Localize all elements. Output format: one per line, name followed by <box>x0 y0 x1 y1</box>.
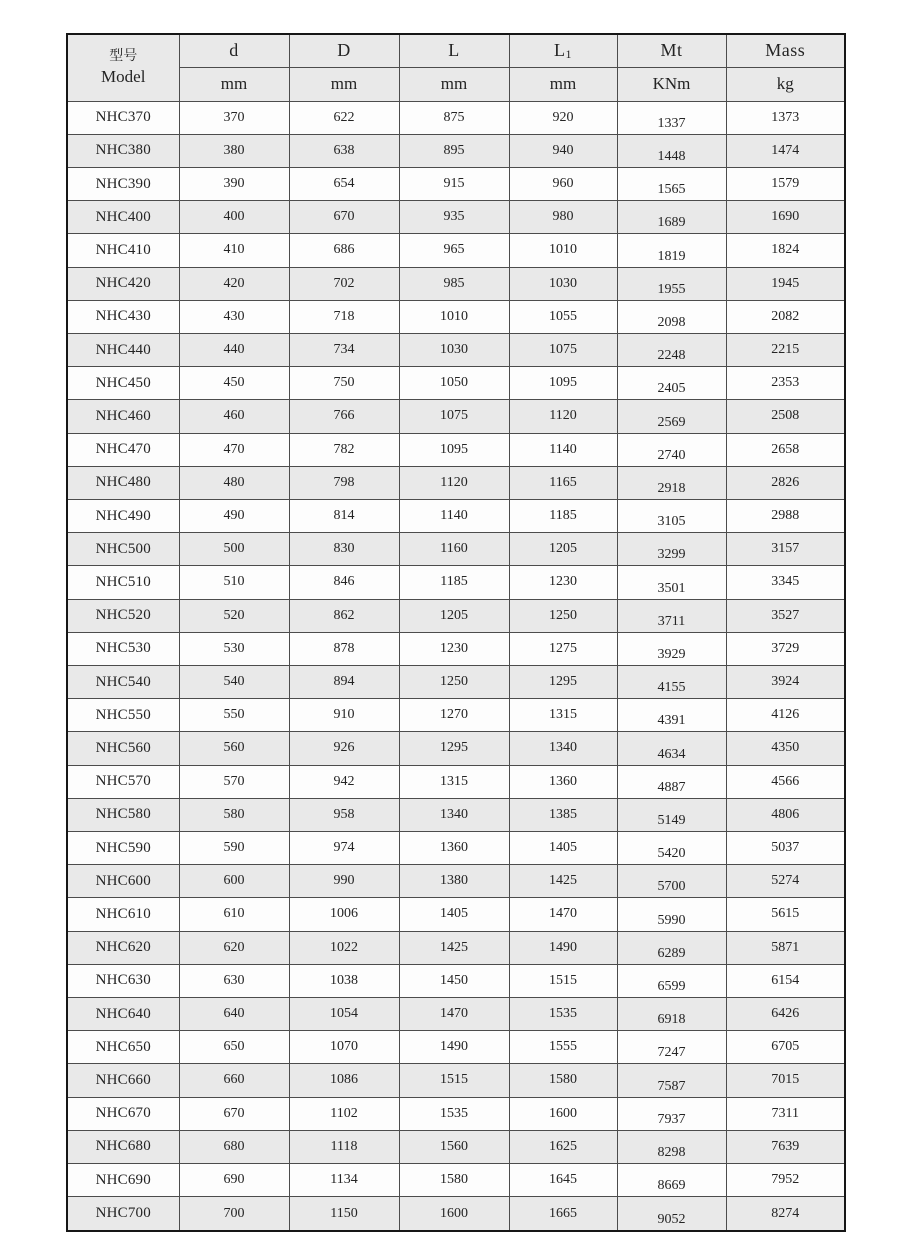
value-cell: 878 <box>289 632 399 665</box>
value-cell: 1690 <box>726 201 845 234</box>
value-cell: 1819 <box>617 234 726 267</box>
model-cell: NHC670 <box>67 1097 179 1130</box>
value-cell: 1250 <box>509 599 617 632</box>
value-cell: 4634 <box>617 732 726 765</box>
value-cell: 1645 <box>509 1164 617 1197</box>
value-cell: 1665 <box>509 1197 617 1231</box>
value-cell: 1689 <box>617 201 726 234</box>
value-cell: 814 <box>289 499 399 532</box>
value-cell: 7639 <box>726 1130 845 1163</box>
value-cell: 580 <box>179 798 289 831</box>
value-cell: 1295 <box>399 732 509 765</box>
table-row <box>67 831 845 864</box>
value-cell: 1160 <box>399 533 509 566</box>
value-cell: 2826 <box>726 466 845 499</box>
value-cell: 590 <box>179 831 289 864</box>
value-cell: 1102 <box>289 1097 399 1130</box>
value-cell: 1270 <box>399 699 509 732</box>
table-row <box>67 533 845 566</box>
value-cell: 7937 <box>617 1097 726 1130</box>
value-cell: 1405 <box>509 831 617 864</box>
value-cell: 9052 <box>617 1197 726 1231</box>
value-cell: 640 <box>179 997 289 1030</box>
value-cell: 1580 <box>399 1164 509 1197</box>
value-cell: 400 <box>179 201 289 234</box>
value-cell: 798 <box>289 466 399 499</box>
value-cell: 480 <box>179 466 289 499</box>
value-cell: 380 <box>179 134 289 167</box>
value-cell: 1535 <box>509 997 617 1030</box>
model-cell: NHC570 <box>67 765 179 798</box>
table-body <box>67 101 845 1231</box>
value-cell: 734 <box>289 333 399 366</box>
table-header <box>67 34 845 101</box>
model-cell: NHC700 <box>67 1197 179 1231</box>
value-cell: 926 <box>289 732 399 765</box>
col-header-D: D <box>289 34 399 67</box>
col-header-model <box>67 34 179 101</box>
value-cell: 390 <box>179 167 289 200</box>
value-cell: 686 <box>289 234 399 267</box>
value-cell: 3105 <box>617 499 726 532</box>
model-cell: NHC480 <box>67 466 179 499</box>
value-cell: 1030 <box>399 333 509 366</box>
table-row <box>67 1130 845 1163</box>
value-cell: 1054 <box>289 997 399 1030</box>
value-cell: 766 <box>289 400 399 433</box>
value-cell: 610 <box>179 898 289 931</box>
value-cell: 958 <box>289 798 399 831</box>
value-cell: 1185 <box>399 566 509 599</box>
value-cell: 7952 <box>726 1164 845 1197</box>
value-cell: 1385 <box>509 798 617 831</box>
value-cell: 1360 <box>509 765 617 798</box>
value-cell: 6918 <box>617 997 726 1030</box>
value-cell: 846 <box>289 566 399 599</box>
model-cell: NHC370 <box>67 101 179 134</box>
value-cell: 2918 <box>617 466 726 499</box>
model-cell: NHC560 <box>67 732 179 765</box>
value-cell: 7247 <box>617 1031 726 1064</box>
value-cell: 600 <box>179 865 289 898</box>
table-row <box>67 566 845 599</box>
model-cell: NHC430 <box>67 300 179 333</box>
model-cell: NHC420 <box>67 267 179 300</box>
model-cell: NHC400 <box>67 201 179 234</box>
model-cell: NHC390 <box>67 167 179 200</box>
table-row <box>67 234 845 267</box>
table-row <box>67 333 845 366</box>
value-cell: 1515 <box>509 964 617 997</box>
model-cell: NHC470 <box>67 433 179 466</box>
value-cell: 540 <box>179 665 289 698</box>
value-cell: 7587 <box>617 1064 726 1097</box>
value-cell: 718 <box>289 300 399 333</box>
model-cell: NHC490 <box>67 499 179 532</box>
value-cell: 450 <box>179 367 289 400</box>
value-cell: 1075 <box>399 400 509 433</box>
value-cell: 2248 <box>617 333 726 366</box>
table-row <box>67 499 845 532</box>
table-row <box>67 300 845 333</box>
table-row <box>67 134 845 167</box>
value-cell: 530 <box>179 632 289 665</box>
table-row <box>67 765 845 798</box>
table-row <box>67 865 845 898</box>
value-cell: 782 <box>289 433 399 466</box>
value-cell: 1070 <box>289 1031 399 1064</box>
model-label-zh: 型号 <box>109 49 138 65</box>
table-row <box>67 632 845 665</box>
unit-Mass: kg <box>726 67 845 101</box>
value-cell: 1185 <box>509 499 617 532</box>
value-cell: 1945 <box>726 267 845 300</box>
value-cell: 420 <box>179 267 289 300</box>
value-cell: 875 <box>399 101 509 134</box>
value-cell: 3299 <box>617 533 726 566</box>
value-cell: 1006 <box>289 898 399 931</box>
value-cell: 1565 <box>617 167 726 200</box>
table-row <box>67 599 845 632</box>
value-cell: 1515 <box>399 1064 509 1097</box>
value-cell: 5274 <box>726 865 845 898</box>
value-cell: 654 <box>289 167 399 200</box>
value-cell: 1448 <box>617 134 726 167</box>
table-row <box>67 400 845 433</box>
value-cell: 1425 <box>509 865 617 898</box>
header-row-labels <box>67 34 845 67</box>
value-cell: 1405 <box>399 898 509 931</box>
value-cell: 370 <box>179 101 289 134</box>
value-cell: 1095 <box>509 367 617 400</box>
value-cell: 520 <box>179 599 289 632</box>
value-cell: 2098 <box>617 300 726 333</box>
value-cell: 6705 <box>726 1031 845 1064</box>
value-cell: 8274 <box>726 1197 845 1231</box>
col-header-d: d <box>179 34 289 67</box>
value-cell: 560 <box>179 732 289 765</box>
value-cell: 1579 <box>726 167 845 200</box>
model-cell: NHC630 <box>67 964 179 997</box>
value-cell: 5037 <box>726 831 845 864</box>
model-cell: NHC530 <box>67 632 179 665</box>
unit-L1: mm <box>509 67 617 101</box>
model-cell: NHC460 <box>67 400 179 433</box>
value-cell: 920 <box>509 101 617 134</box>
value-cell: 680 <box>179 1130 289 1163</box>
value-cell: 2569 <box>617 400 726 433</box>
value-cell: 660 <box>179 1064 289 1097</box>
model-label-en: Model <box>101 66 146 86</box>
model-cell: NHC440 <box>67 333 179 366</box>
value-cell: 1625 <box>509 1130 617 1163</box>
value-cell: 1824 <box>726 234 845 267</box>
value-cell: 894 <box>289 665 399 698</box>
value-cell: 410 <box>179 234 289 267</box>
value-cell: 5990 <box>617 898 726 931</box>
value-cell: 1474 <box>726 134 845 167</box>
value-cell: 500 <box>179 533 289 566</box>
value-cell: 1490 <box>509 931 617 964</box>
unit-D: mm <box>289 67 399 101</box>
value-cell: 1600 <box>509 1097 617 1130</box>
value-cell: 1340 <box>509 732 617 765</box>
value-cell: 1038 <box>289 964 399 997</box>
value-cell: 1373 <box>726 101 845 134</box>
value-cell: 1450 <box>399 964 509 997</box>
value-cell: 460 <box>179 400 289 433</box>
col-header-L: L <box>399 34 509 67</box>
value-cell: 7311 <box>726 1097 845 1130</box>
value-cell: 2082 <box>726 300 845 333</box>
value-cell: 1022 <box>289 931 399 964</box>
table-row <box>67 798 845 831</box>
value-cell: 1315 <box>399 765 509 798</box>
table-row <box>67 267 845 300</box>
value-cell: 6154 <box>726 964 845 997</box>
value-cell: 830 <box>289 533 399 566</box>
model-cell: NHC540 <box>67 665 179 698</box>
model-cell: NHC550 <box>67 699 179 732</box>
value-cell: 1425 <box>399 931 509 964</box>
value-cell: 3345 <box>726 566 845 599</box>
value-cell: 4887 <box>617 765 726 798</box>
value-cell: 974 <box>289 831 399 864</box>
model-cell: NHC600 <box>67 865 179 898</box>
value-cell: 1140 <box>509 433 617 466</box>
unit-d: mm <box>179 67 289 101</box>
model-cell: NHC620 <box>67 931 179 964</box>
value-cell: 4350 <box>726 732 845 765</box>
value-cell: 965 <box>399 234 509 267</box>
value-cell: 2215 <box>726 333 845 366</box>
value-cell: 5871 <box>726 931 845 964</box>
value-cell: 1230 <box>399 632 509 665</box>
table-row <box>67 665 845 698</box>
value-cell: 3929 <box>617 632 726 665</box>
value-cell: 1120 <box>399 466 509 499</box>
model-cell: NHC510 <box>67 566 179 599</box>
value-cell: 8669 <box>617 1164 726 1197</box>
table-row <box>67 167 845 200</box>
value-cell: 940 <box>509 134 617 167</box>
table-row <box>67 1097 845 1130</box>
value-cell: 1250 <box>399 665 509 698</box>
value-cell: 4126 <box>726 699 845 732</box>
value-cell: 570 <box>179 765 289 798</box>
model-cell: NHC640 <box>67 997 179 1030</box>
model-cell: NHC410 <box>67 234 179 267</box>
value-cell: 895 <box>399 134 509 167</box>
unit-L: mm <box>399 67 509 101</box>
value-cell: 3924 <box>726 665 845 698</box>
value-cell: 1134 <box>289 1164 399 1197</box>
value-cell: 2658 <box>726 433 845 466</box>
table-row <box>67 898 845 931</box>
col-header-Mt: Mt <box>617 34 726 67</box>
value-cell: 6426 <box>726 997 845 1030</box>
unit-Mt: KNm <box>617 67 726 101</box>
value-cell: 1555 <box>509 1031 617 1064</box>
value-cell: 670 <box>289 201 399 234</box>
value-cell: 915 <box>399 167 509 200</box>
table-row <box>67 931 845 964</box>
value-cell: 1075 <box>509 333 617 366</box>
value-cell: 2988 <box>726 499 845 532</box>
value-cell: 690 <box>179 1164 289 1197</box>
header-row-units <box>67 67 845 101</box>
table-row <box>67 433 845 466</box>
value-cell: 1535 <box>399 1097 509 1130</box>
value-cell: 1120 <box>509 400 617 433</box>
value-cell: 1205 <box>509 533 617 566</box>
value-cell: 990 <box>289 865 399 898</box>
value-cell: 1490 <box>399 1031 509 1064</box>
value-cell: 470 <box>179 433 289 466</box>
value-cell: 3729 <box>726 632 845 665</box>
value-cell: 3711 <box>617 599 726 632</box>
col-header-Mass: Mass <box>726 34 845 67</box>
value-cell: 1470 <box>509 898 617 931</box>
value-cell: 862 <box>289 599 399 632</box>
value-cell: 3527 <box>726 599 845 632</box>
value-cell: 1205 <box>399 599 509 632</box>
table-row <box>67 466 845 499</box>
model-cell: NHC520 <box>67 599 179 632</box>
value-cell: 510 <box>179 566 289 599</box>
value-cell: 6289 <box>617 931 726 964</box>
model-cell: NHC590 <box>67 831 179 864</box>
value-cell: 620 <box>179 931 289 964</box>
value-cell: 2508 <box>726 400 845 433</box>
value-cell: 2405 <box>617 367 726 400</box>
value-cell: 4155 <box>617 665 726 698</box>
value-cell: 980 <box>509 201 617 234</box>
value-cell: 630 <box>179 964 289 997</box>
value-cell: 1010 <box>399 300 509 333</box>
value-cell: 5700 <box>617 865 726 898</box>
table-row <box>67 201 845 234</box>
table-row <box>67 997 845 1030</box>
model-cell: NHC450 <box>67 367 179 400</box>
value-cell: 4806 <box>726 798 845 831</box>
value-cell: 8298 <box>617 1130 726 1163</box>
value-cell: 4566 <box>726 765 845 798</box>
value-cell: 1360 <box>399 831 509 864</box>
value-cell: 2740 <box>617 433 726 466</box>
value-cell: 5420 <box>617 831 726 864</box>
value-cell: 935 <box>399 201 509 234</box>
model-cell: NHC610 <box>67 898 179 931</box>
value-cell: 1337 <box>617 101 726 134</box>
value-cell: 985 <box>399 267 509 300</box>
value-cell: 1010 <box>509 234 617 267</box>
value-cell: 1118 <box>289 1130 399 1163</box>
value-cell: 3157 <box>726 533 845 566</box>
value-cell: 1580 <box>509 1064 617 1097</box>
value-cell: 6599 <box>617 964 726 997</box>
value-cell: 638 <box>289 134 399 167</box>
table-row <box>67 732 845 765</box>
value-cell: 4391 <box>617 699 726 732</box>
value-cell: 700 <box>179 1197 289 1231</box>
value-cell: 1055 <box>509 300 617 333</box>
value-cell: 1600 <box>399 1197 509 1231</box>
value-cell: 1165 <box>509 466 617 499</box>
value-cell: 702 <box>289 267 399 300</box>
table-row <box>67 1031 845 1064</box>
value-cell: 910 <box>289 699 399 732</box>
model-cell: NHC650 <box>67 1031 179 1064</box>
value-cell: 7015 <box>726 1064 845 1097</box>
value-cell: 5615 <box>726 898 845 931</box>
value-cell: 550 <box>179 699 289 732</box>
value-cell: 670 <box>179 1097 289 1130</box>
value-cell: 750 <box>289 367 399 400</box>
table-row <box>67 101 845 134</box>
value-cell: 1230 <box>509 566 617 599</box>
value-cell: 1315 <box>509 699 617 732</box>
value-cell: 1095 <box>399 433 509 466</box>
value-cell: 960 <box>509 167 617 200</box>
table-row <box>67 964 845 997</box>
value-cell: 1380 <box>399 865 509 898</box>
table-row <box>67 1197 845 1231</box>
value-cell: 5149 <box>617 798 726 831</box>
value-cell: 1150 <box>289 1197 399 1231</box>
value-cell: 1470 <box>399 997 509 1030</box>
value-cell: 1050 <box>399 367 509 400</box>
value-cell: 2353 <box>726 367 845 400</box>
value-cell: 1030 <box>509 267 617 300</box>
table-row <box>67 367 845 400</box>
model-cell: NHC500 <box>67 533 179 566</box>
value-cell: 1140 <box>399 499 509 532</box>
col-header-L1: L1 <box>509 34 617 67</box>
value-cell: 942 <box>289 765 399 798</box>
value-cell: 3501 <box>617 566 726 599</box>
model-cell: NHC580 <box>67 798 179 831</box>
model-cell: NHC380 <box>67 134 179 167</box>
value-cell: 1275 <box>509 632 617 665</box>
value-cell: 1955 <box>617 267 726 300</box>
value-cell: 430 <box>179 300 289 333</box>
model-cell: NHC690 <box>67 1164 179 1197</box>
table-row <box>67 1164 845 1197</box>
value-cell: 490 <box>179 499 289 532</box>
table-row <box>67 699 845 732</box>
value-cell: 650 <box>179 1031 289 1064</box>
value-cell: 1560 <box>399 1130 509 1163</box>
value-cell: 1295 <box>509 665 617 698</box>
value-cell: 1086 <box>289 1064 399 1097</box>
value-cell: 1340 <box>399 798 509 831</box>
model-cell: NHC680 <box>67 1130 179 1163</box>
value-cell: 622 <box>289 101 399 134</box>
spec-table <box>66 33 846 1232</box>
model-cell: NHC660 <box>67 1064 179 1097</box>
value-cell: 440 <box>179 333 289 366</box>
table-row <box>67 1064 845 1097</box>
